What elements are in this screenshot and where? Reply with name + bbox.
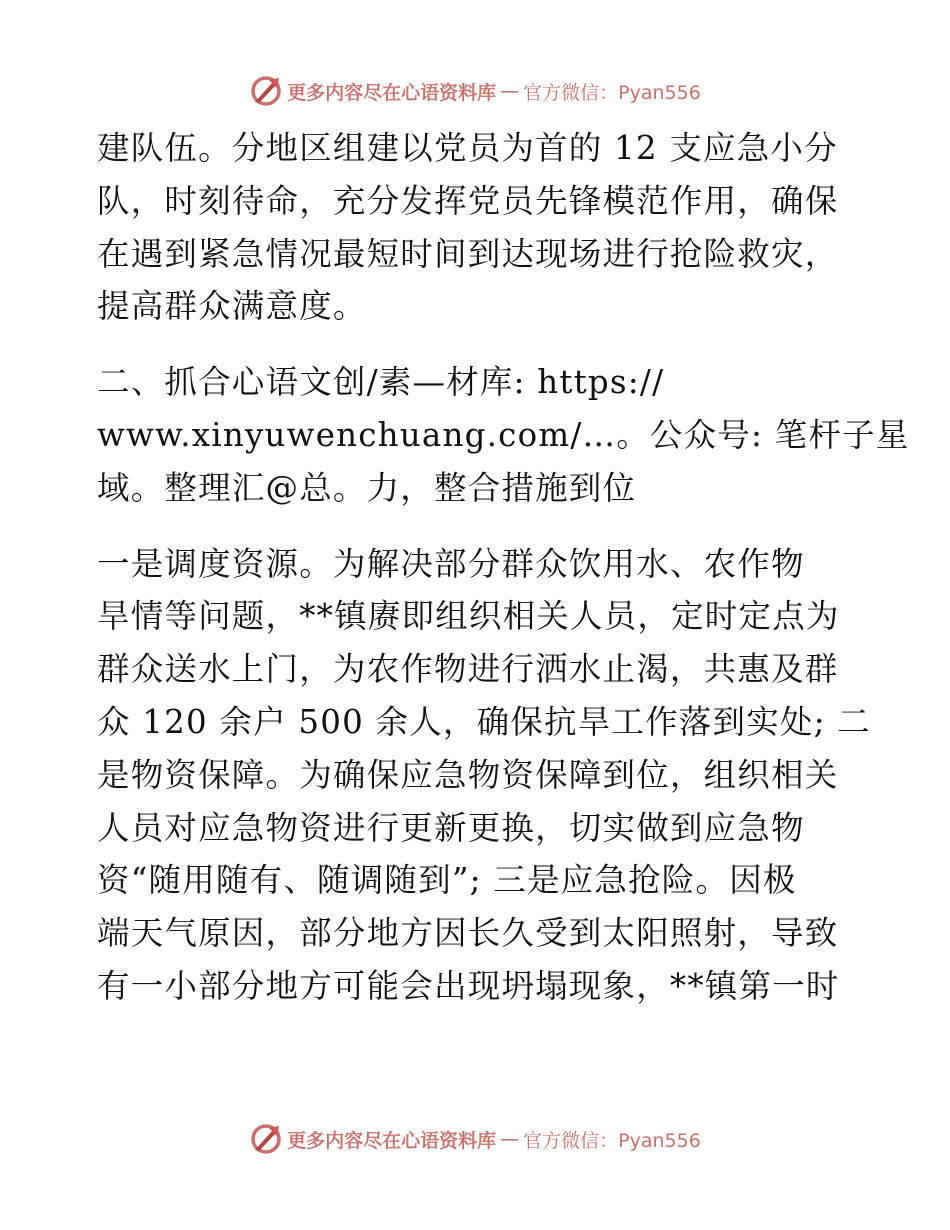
text-line: www.xinyuwenchuang.com/…。公众号: 笔杆子星 bbox=[97, 415, 910, 454]
text-line: 众 120 余户 500 余人，确保抗旱工作落到实处; 二 bbox=[97, 702, 871, 741]
watermark-wechat-text: 官方微信：Pyan556 bbox=[523, 1129, 701, 1152]
text-line: 域。整理汇@总。力，整合措施到位 bbox=[97, 468, 637, 507]
paragraph bbox=[97, 122, 857, 333]
text-line: 提高群众满意度。 bbox=[97, 287, 367, 326]
text-line: 端天气原因，部分地方因长久受到太阳照射，导致 bbox=[97, 914, 839, 953]
text-line: 人员对应急物资进行更新更换，切实做到应急物 bbox=[97, 808, 805, 847]
text-line: 群众送水上门，为农作物进行洒水止渴，共惠及群 bbox=[97, 650, 839, 689]
text-line: 旱情等问题，**镇赓即组织相关人员，定时定点为 bbox=[97, 597, 840, 636]
text-line: 资“随用随有、随调随到”; 三是应急抢险。因极 bbox=[97, 861, 797, 900]
watermark-site-text: 更多内容尽在心语资料库 bbox=[287, 81, 497, 104]
quill-circle-icon bbox=[249, 74, 283, 108]
text-line: 队，时刻待命，充分发挥党员先锋模范作用，确保 bbox=[97, 181, 839, 220]
text-line: 是物资保障。为确保应急物资保障到位，组织相关 bbox=[97, 755, 839, 794]
text-line: 建队伍。分地区组建以党员为首的 12 支应急小分 bbox=[97, 129, 838, 167]
quill-circle-icon bbox=[249, 1122, 283, 1156]
document-body bbox=[97, 122, 910, 1013]
footer-watermark bbox=[0, 1122, 950, 1156]
watermark-site-text: 更多内容尽在心语资料库 bbox=[287, 1129, 497, 1152]
text-line: 一是调度资源。为解决部分群众饮用水、农作物 bbox=[97, 544, 805, 583]
header-watermark bbox=[0, 74, 950, 108]
paragraph bbox=[97, 538, 871, 1013]
paragraph bbox=[97, 356, 910, 514]
watermark-wechat-text: 官方微信：Pyan556 bbox=[523, 81, 701, 104]
watermark-dash: — bbox=[500, 80, 520, 102]
text-line: 二、抓合心语文创/素—材库: https:// bbox=[97, 363, 665, 402]
watermark-dash: — bbox=[500, 1128, 520, 1150]
text-line: 在遇到紧急情况最短时间到达现场进行抢险救灾， bbox=[97, 234, 839, 273]
text-line: 有一小部分地方可能会出现坍塌现象，**镇第一时 bbox=[97, 966, 840, 1005]
